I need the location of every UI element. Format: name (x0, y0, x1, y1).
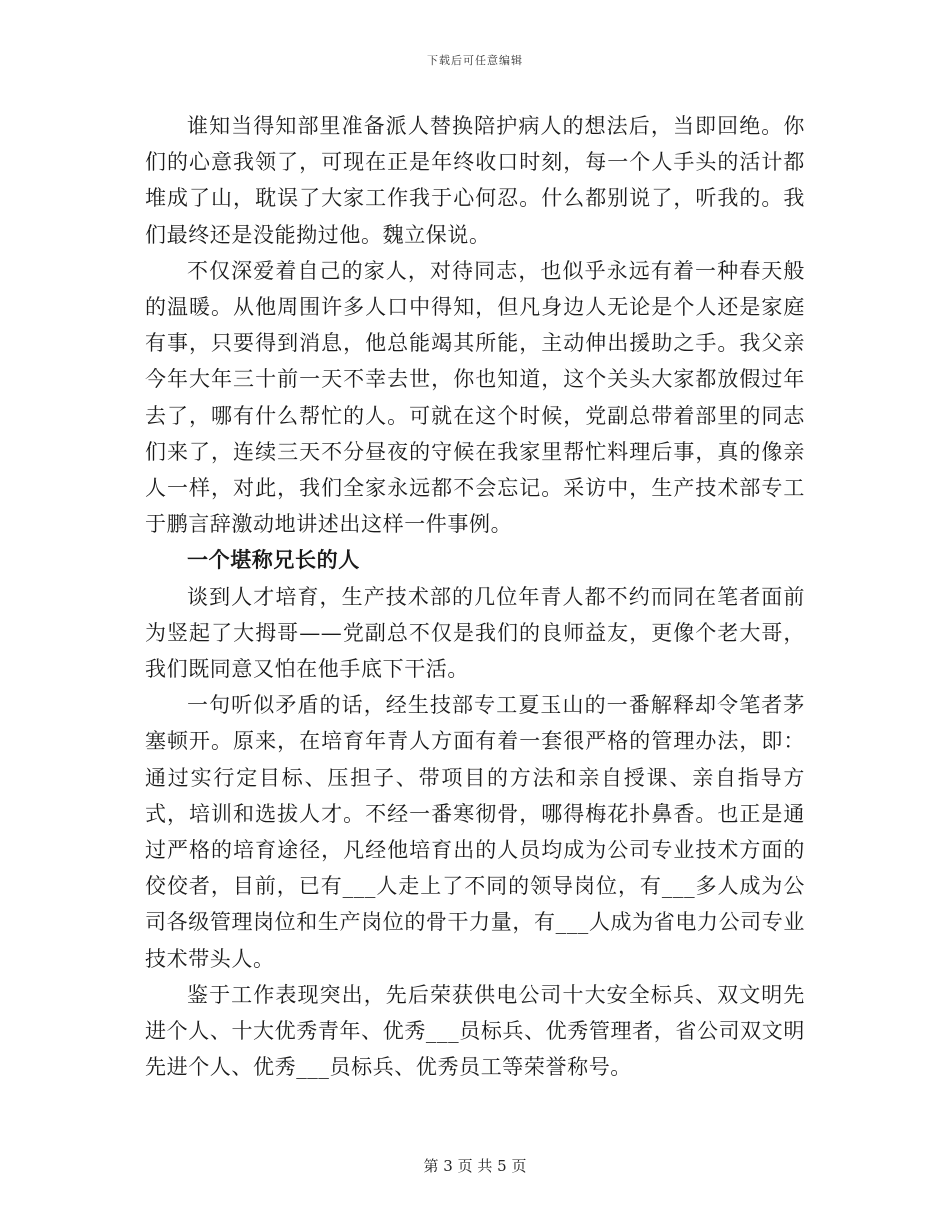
page-number: 第 3 页 共 5 页 (423, 1157, 527, 1175)
paragraph-1: 谁知当得知部里准备派人替换陪护病人的想法后，当即回绝。你们的心意我领了，可现在正是年终收口时刻，每一个人手头的活计都堆成了山，耽误了大家工作我于心何忍。什么都别说了，听我的。我们最终还是没能拗过他。魏立保说。 (145, 114, 805, 247)
paragraph-2: 不仅深爱着自己的家人，对待同志，也似乎永远有着一种春天般的温暖。从他周围许多人口中得知，但凡身边人无论是个人还是家庭有事，只要得到消息，他总能竭其所能，主动伸出援助之手。我父亲今年大年三十前一天不幸去世，你也知道，这个关头大家都放假过年去了，哪有什么帮忙的人。可就在这个时候，党副总带着部里的同志们来了，连续三天不分昼夜的守候在我家里帮忙料理后事，真的像亲人一样，对此，我们全家永远都不会忘记。采访中，生产技术部专工于鹏言辞激动地讲述出这样一件事例。 (145, 258, 805, 537)
paragraph-5: 鉴于工作表现突出，先后荣获供电公司十大安全标兵、双文明先进个人、十大优秀青年、优秀___员标兵、优秀管理者，省公司双文明先进个人、优秀___员标兵、优秀员工等荣誉称号。 (145, 982, 805, 1080)
paragraph-4: 一句听似矛盾的话，经生技部专工夏玉山的一番解释却令笔者茅塞顿开。原来，在培育年青人方面有着一套很严格的管理办法，即：通过实行定目标、压担子、带项目的方法和亲自授课、亲自指导方式，培训和选拔人才。不经一番寒彻骨，哪得梅花扑鼻香。也正是通过严格的培育途径，凡经他培育出的人员均成为公司专业技术方面的佼佼者，目前，已有___人走上了不同的领导岗位，有___多人成为公司各级管理岗位和生产岗位的骨干力量，有___人成为省电力公司专业技术带头人。 (145, 693, 805, 971)
section-heading: 一个堪称兄长的人 (187, 547, 360, 573)
document-body (145, 108, 805, 1085)
page-header: 下载后可任意编辑 (427, 54, 523, 67)
paragraph-3: 谈到人才培育，生产技术部的几位年青人都不约而同在笔者面前为竖起了大拇哥——党副总不仅是我们的良师益友，更像个老大哥，我们既同意又怕在他手底下干活。 (145, 584, 805, 682)
